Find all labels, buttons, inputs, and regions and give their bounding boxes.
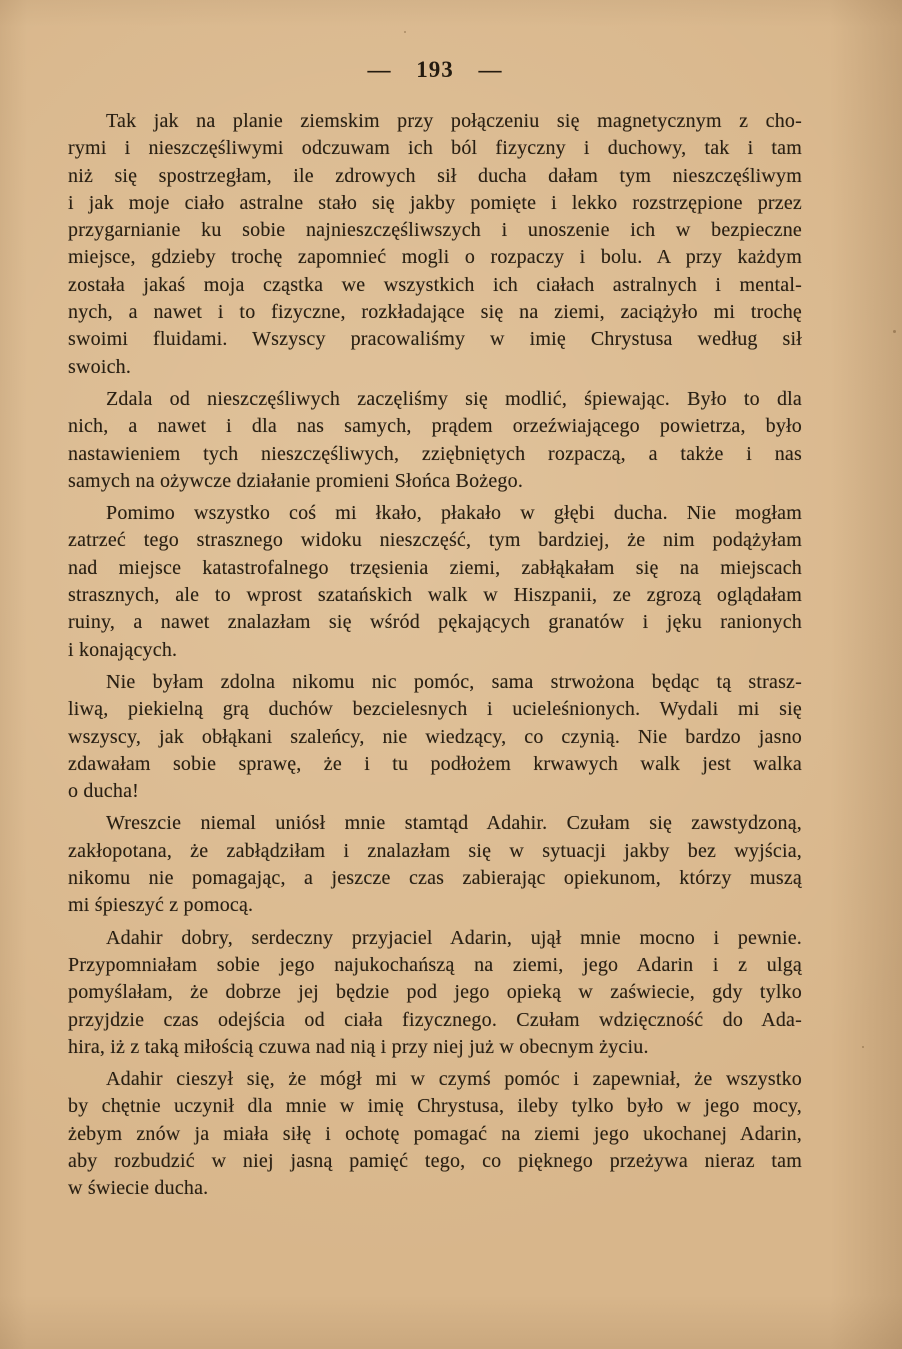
paragraph xyxy=(68,500,802,664)
text-line: mi śpieszyć z pomocą. xyxy=(68,894,254,917)
text-line: zdawałam sobie sprawę, że i tu podłożem krwawych walk jest walka xyxy=(68,752,802,775)
text-line: w świecie ducha. xyxy=(68,1177,209,1200)
text-line: pomyślałam, że dobrze jej będzie pod jego opieką w zaświecie, gdy tylko xyxy=(68,981,802,1004)
text-line: zatrzeć tego strasznego widoku nieszczęść, tym bardziej, że nim podążyłam xyxy=(68,529,802,552)
paper-speck xyxy=(893,330,896,333)
text-line: nych, a nawet i to fizyczne, rozkładające się na ziemi, zaciążyło mi trochę xyxy=(68,301,802,324)
text-line: nikomu nie pomagając, a jeszcze czas zabierając opiekunom, którzy muszą xyxy=(68,867,802,890)
paragraph xyxy=(68,925,802,1061)
text-line: Pomimo wszystko coś mi łkało, płakało w głębi ducha. Nie mogłam xyxy=(106,502,802,525)
paper-speck xyxy=(404,31,406,33)
paragraph xyxy=(68,1066,802,1202)
paragraph xyxy=(68,810,802,919)
paragraph xyxy=(68,386,802,495)
text-line: Tak jak na planie ziemskim przy połączeniu się magnetycznym z cho- xyxy=(106,110,802,132)
paragraph xyxy=(68,108,802,381)
text-line: przyjdzie czas odejścia od ciała fizycznego. Czułam wdzięczność do Ada- xyxy=(68,1008,802,1031)
text-line: Adahir dobry, serdeczny przyjaciel Adarin, ujął mnie mocno i pewnie. xyxy=(106,926,802,949)
text-line: Nie byłam zdolna nikomu nic pomóc, sama strwożona będąc tą strasz- xyxy=(106,670,802,693)
text-line: i konających. xyxy=(68,638,178,661)
text-line: ruiny, a nawet znalazłam się wśród pękających granatów i jęku ranionych xyxy=(68,611,802,634)
text-line: żebym znów ja miała siłę i ochotę pomagać na ziemi jego ukochanej Adarin, xyxy=(68,1122,802,1145)
text-line: nich, a nawet i dla nas samych, prądem orzeźwiającego powietrza, było xyxy=(68,415,802,438)
text-line: liwą, piekielną grą duchów bezcielesnych i ucieleśnionych. Wydali mi się xyxy=(68,698,802,721)
text-line: Adahir cieszył się, że mógł mi w czymś pomóc i zapewniał, że wszystko xyxy=(106,1068,802,1091)
text-line: swoich. xyxy=(68,355,132,378)
text-line: Przypomniałam sobie jego najukochańszą na ziemi, jego Adarin i z ulgą xyxy=(68,953,802,976)
paragraph xyxy=(68,669,802,805)
text-block xyxy=(68,108,802,1208)
text-line: hira, iż z taką miłością czuwa nad nią i przy niej już w obecnym życiu. xyxy=(68,1035,649,1058)
text-line: zakłopotana, że zabłądziłam i znalazłam się w sytuacji jakby bez wyjścia, xyxy=(68,839,802,862)
text-line: Zdala od nieszczęśliwych zaczęliśmy się modlić, śpiewając. Było to dla xyxy=(106,387,802,410)
page-number: — 193 — xyxy=(367,57,503,82)
text-line: wszyscy, jak obłąkani szaleńcy, nie wiedzący, co czynią. Nie bardzo jasno xyxy=(68,725,802,748)
text-line: niż się spostrzegłam, ile zdrowych sił ducha dałam tym nieszczęśliwym xyxy=(68,164,802,187)
text-line: nad miejsce katastrofalnego trzęsienia ziemi, zabłąkałam się na miejscach xyxy=(68,556,802,579)
text-line: rymi i nieszczęśliwymi odczuwam ich ból fizyczny i duchowy, tak i tam xyxy=(68,137,802,160)
text-line: została jakaś moja cząstka we wszystkich ich ciałach astralnych i mental- xyxy=(68,273,802,296)
text-line: i jak moje ciało astralne stało się jakby pomięte i lekko rozstrzępione przez xyxy=(68,191,802,214)
text-line: strasznych, ale to wprost szatańskich walk w Hiszpanii, ze zgrozą oglądałam xyxy=(68,584,802,607)
text-line: przygarnianie ku sobie najnieszczęśliwszych i unoszenie ich w bezpieczne xyxy=(68,219,802,242)
text-line: Wreszcie niemal uniósł mnie stamtąd Adahir. Czułam się zawstydzoną, xyxy=(106,812,802,835)
paper-speck xyxy=(862,1046,864,1048)
text-line: o ducha! xyxy=(68,780,140,803)
text-line: miejsce, gdzieby trochę zapomnieć mogli o rozpaczy i bolu. A przy każdym xyxy=(68,246,802,269)
text-line: aby rozbudzić w niej jasną pamięć tego, co pięknego przeżywa nieraz tam xyxy=(68,1149,802,1172)
text-line: by chętnie uczynił dla mnie w imię Chrystusa, ileby tylko było w jego mocy, xyxy=(68,1095,802,1118)
text-line: swoimi fluidami. Wszyscy pracowaliśmy w imię Chrystusa według sił xyxy=(68,328,802,351)
text-line: samych na ożywcze działanie promieni Słońca Bożego. xyxy=(68,469,524,492)
text-line: nastawieniem tych nieszczęśliwych, zziębniętych rozpaczą, a także i nas xyxy=(68,442,802,465)
